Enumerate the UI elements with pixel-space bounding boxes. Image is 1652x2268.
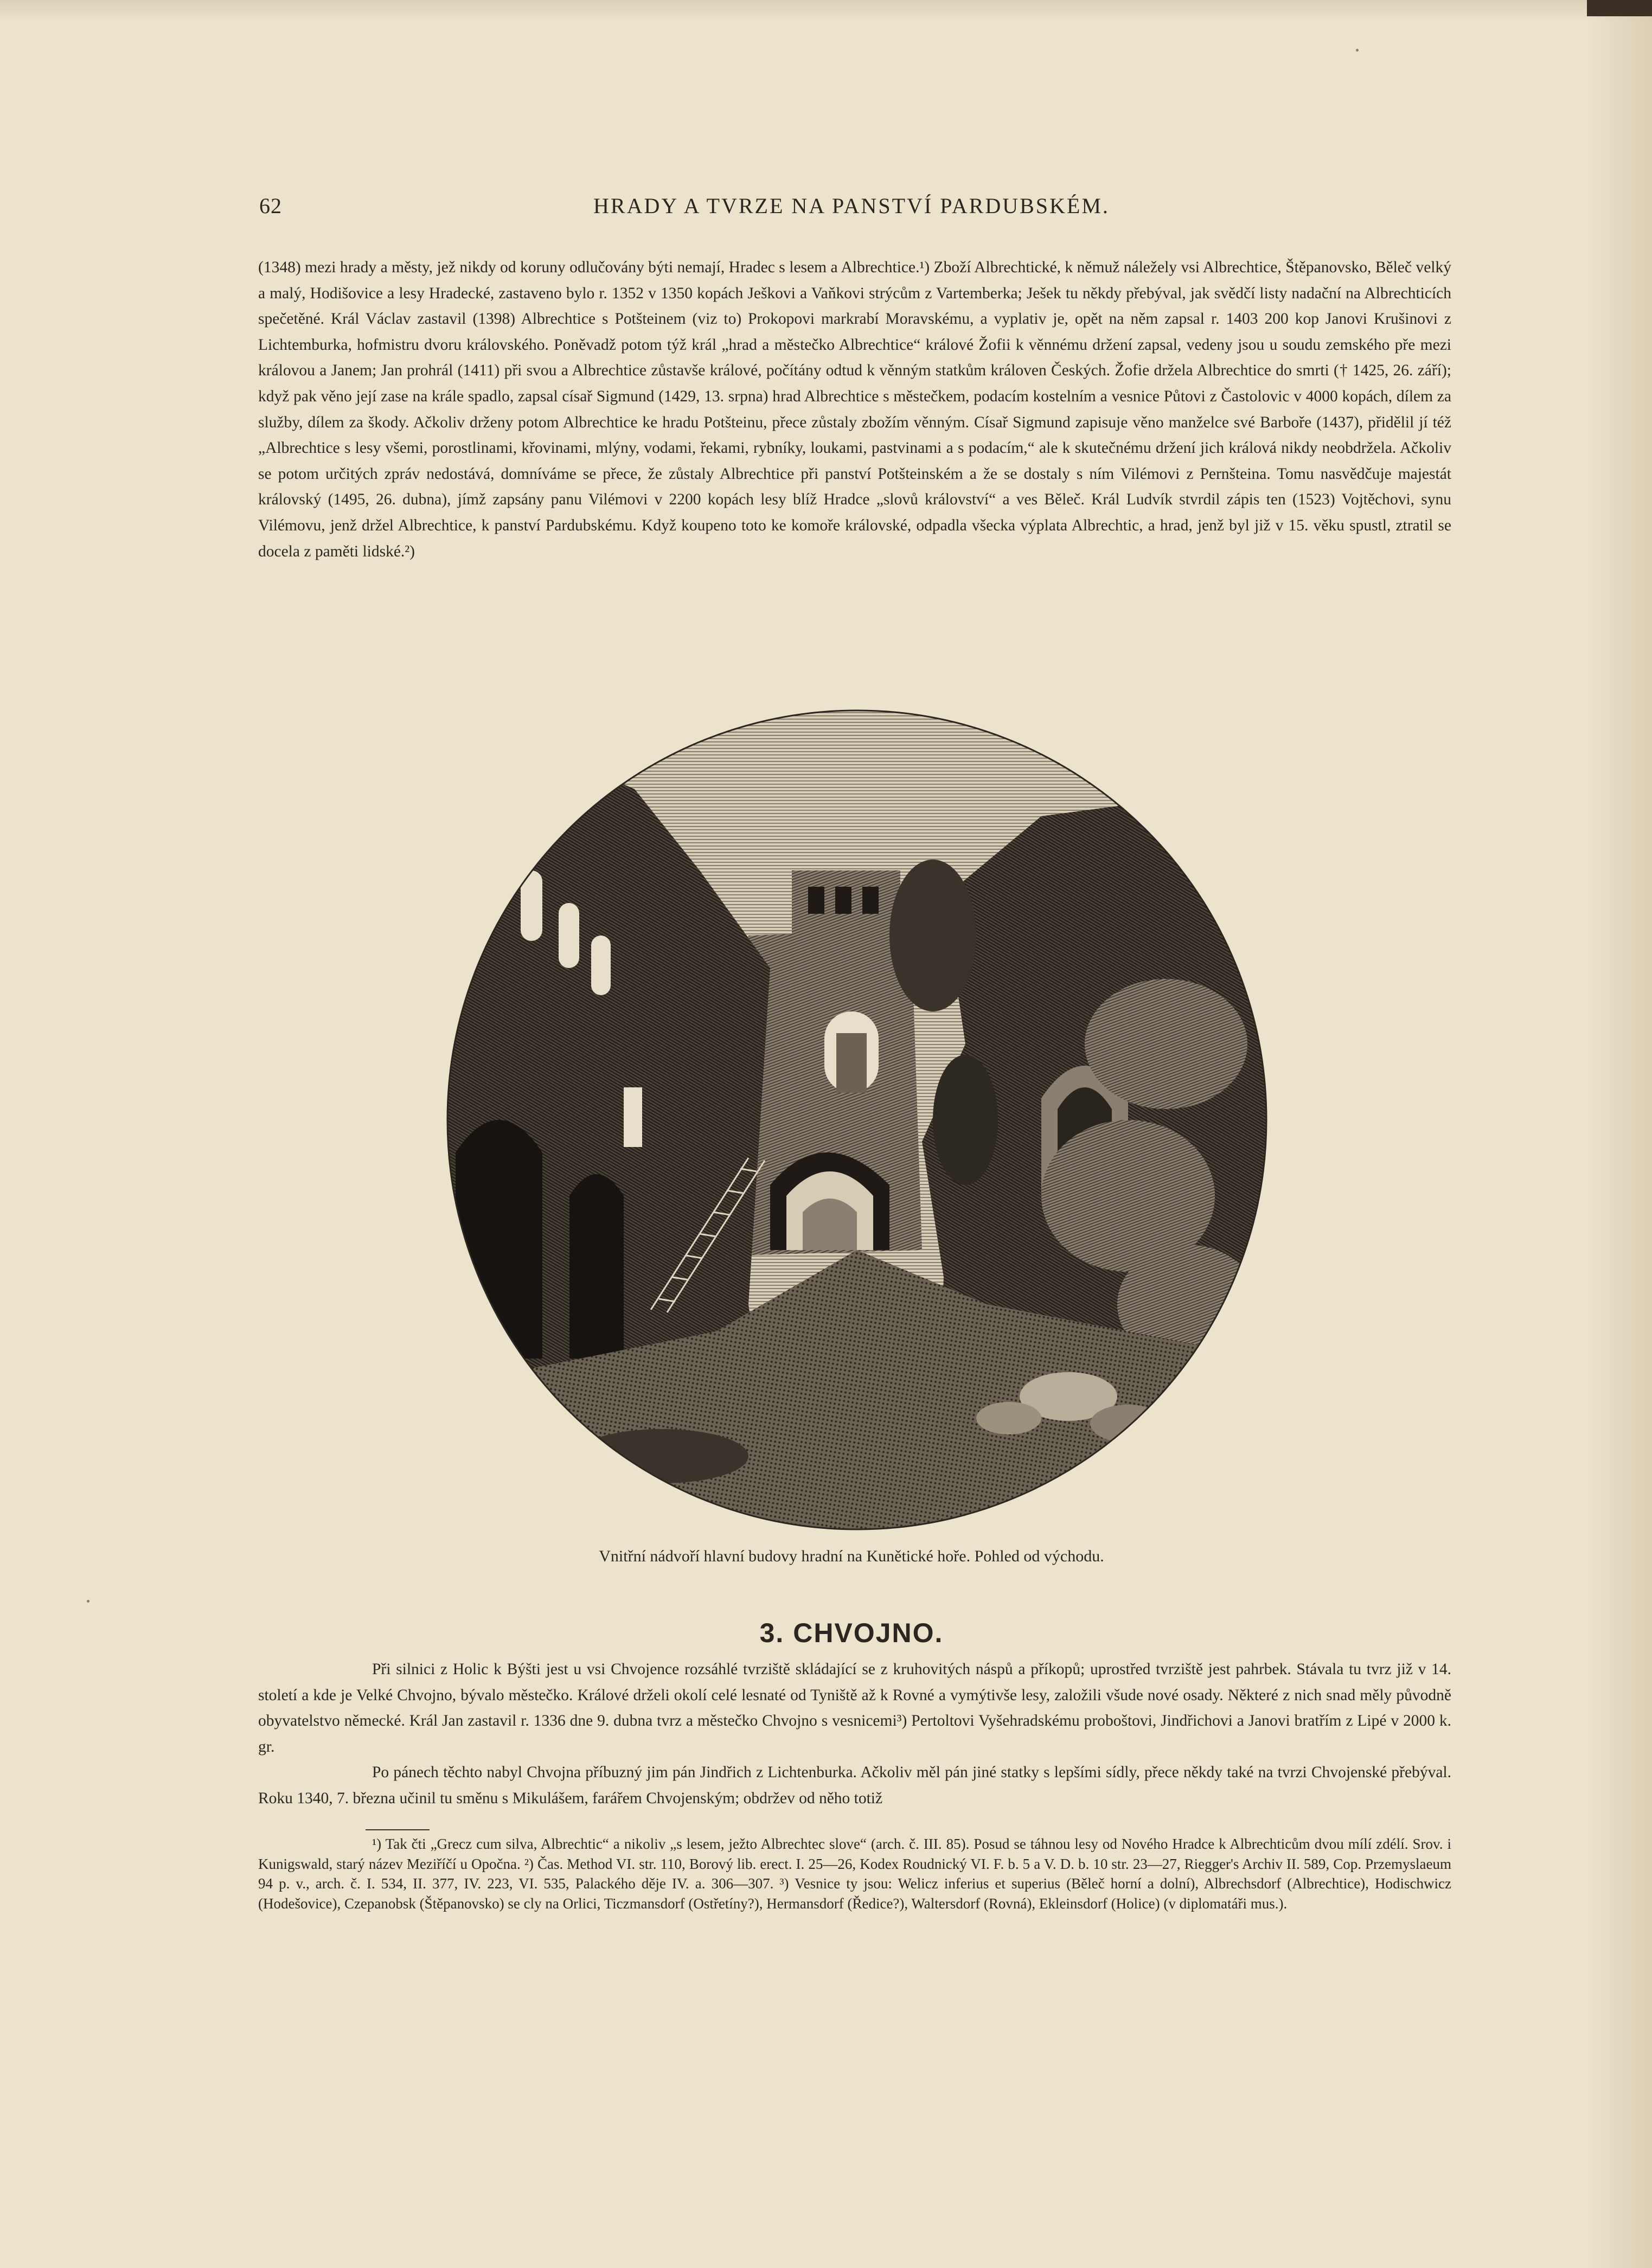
section-paragraph: Při silnici z Holic k Býšti jest u vsi Chvojence rozsáhlé tvrziště skládající se z kruhovitých náspů a příkopů; uprostřed tvrziště jest pahrbek. Stávala tu tvrz již v 14. století a kde je Velké Chvojno, bývalo městečko. Králové drželi okolí celé lesnaté od Tyniště až k Rovné a vymýtivše lesy, založili všude nové osady. Některé z nich snad měly původně obyvatelstvo německé. Král Jan zastavil r. 1336 dne 9. dubna tvrz a městečko Chvojno s vesnicemi³) Pertoltovi Vyšehradskému proboštovi, Jindřichovi a Janovi bratřím z Lipé v 2000 k. gr. xyxy=(258,1661,1451,1756)
page-edge-shade xyxy=(1587,0,1652,2268)
section-title: 3. CHVOJNO. xyxy=(759,1618,944,1648)
running-head: HRADY A TVRZE NA PANSTVÍ PARDUBSKÉM. xyxy=(593,194,1110,218)
paper-speck xyxy=(1356,49,1359,52)
section-text xyxy=(258,1657,1451,1812)
footnote-rule xyxy=(366,1829,430,1830)
engraving-illustration xyxy=(445,708,1269,1543)
footnotes xyxy=(258,1834,1451,1913)
body-text xyxy=(258,255,1451,565)
page-top-shade xyxy=(0,0,1652,22)
figure-caption: Vnitřní nádvoří hlavní budovy hradní na Kunětické hoře. Pohled od východu. xyxy=(599,1547,1104,1565)
section-paragraph: Po pánech těchto nabyl Chvojna příbuzný jim pán Jindřich z Lichtenburka. Ačkoliv měl pán jiné statky s lepšími sídly, přece někdy také na tvrzi Chvojenské přebýval. Roku 1340, 7. března učinil tu směnu s Mikulášem, farářem Chvojenským; obdržev od něho totiž xyxy=(258,1764,1451,1807)
page-number: 62 xyxy=(259,194,282,218)
footnote: ¹) Tak čti „Grecz cum silva, Albrechtic“ a nikoliv „s lesem, ježto Albrechtec slove“ (arch. č. III. 85). Posud se táhnou lesy od Nového Hradce k Albrechticům dvou mílí zdélí. Srov. i Kunigswald, starý název Meziříčí u Opočna. ²) Čas. Method VI. str. 110, Borový lib. erect. I. 25—26, Kodex Roudnický VI. F. b. 5 a V. D. b. 10 str. 23—27, Riegger's Archiv II. 589, Cop. Przemyslaeum 94 p. v., arch. č. I. 534, II. 377, IV. 223, VI. 535, Palackého děje IV. a. 306—307. ³) Vesnice ty jsou: Welicz inferius et superius (Běleč horní a dolní), Albrechsdorf (Albrechtice), Hodischwicz (Hodešovice), Czepanobsk (Štěpanovsko) se cly na Orlici, Ticzmansdorf (Ostřetíny?), Hermansdorf (Ředice?), Waltersdorf (Rovná), Ekleinsdorf (Holice) (v diplomatáři mus.). xyxy=(258,1836,1451,1912)
corner-mark xyxy=(1587,0,1652,16)
body-paragraph: (1348) mezi hrady a městy, jež nikdy od koruny odlučovány býti nemají, Hradec s lesem a Albrechtice.¹) Zboží Albrechtické, k němuž náležely vsi Albrechtice, Štěpanovsko, Běleč velký a malý, Hodišovice a lesy Hradecké, zastaveno bylo r. 1352 v 1350 kopách Ješkovi a Vaňkovi strýcům z Vartemberka; Ješek tu někdy přebýval, jak svědčí listy nadační na Albrechticích spečetěné. Král Václav zastavil (1398) Albrechtice s Potšteinem (viz to) Prokopovi markrabí Moravskému, a vyplativ je, opět na něm zapsal r. 1403 200 kop Janovi Krušinovi z Lichtemburka, hofmistru dvoru královského. Poněvadž potom týž král „hrad a městečko Albrechtice“ králové Žofii k věnnému držení zapsal, vedeny jsou u soudu zemského pře mezi královou a Janem; Jan prohrál (1411) při svou a Albrechtice zůstavše králové, počítány odtud k věnným statkům královen Českých. Žofie držela Albrechtice do smrti († 1425, 26. září); když pak věno její zase na krále spadlo, zapsal císař Sigmund (1429, 13. srpna) hrad Albrechtice s městečkem, podacím kostelním a vesnice Půtovi z Častolovic v 4000 kopách, dílem za služby, dílem za škody. Ačkoliv drženy potom Albrechtice ke hradu Potšteinu, přece zůstaly zbožím věnným. Císař Sigmund zapisuje věno manželce své Barboře (1437), přidělil jí též „Albrechtice s lesy všemi, porostlinami, křovinami, mlýny, vodami, řekami, rybníky, loukami, pastvinami a s podacím,“ ale k skutečnému držení jich králová nikdy neobdržela. Ačkoliv se potom určitých zpráv nedostává, domníváme se přece, že zůstaly Albrechtice při panství Potšteinském a že se dostaly s ním Vilémovi z Pernšteina. Tomu nasvědčuje majestát královský (1495, 26. dubna), jímž zapsány panu Vilémovi v 2200 kopách lesy blíž Hradce „slovů království“ a ves Běleč. Král Ludvík stvrdil zápis ten (1523) Vojtěchovi, synu Vilémovu, jenž držel Albrechtice, k panství Pardubskému. Když koupeno toto ke komoře královské, odpadla všecka výplata Albrechtic, a hrad, jenž byl již v 15. věku spustl, ztratil se docela z paměti lidské.²) xyxy=(258,259,1451,560)
paper-speck xyxy=(87,1600,89,1603)
